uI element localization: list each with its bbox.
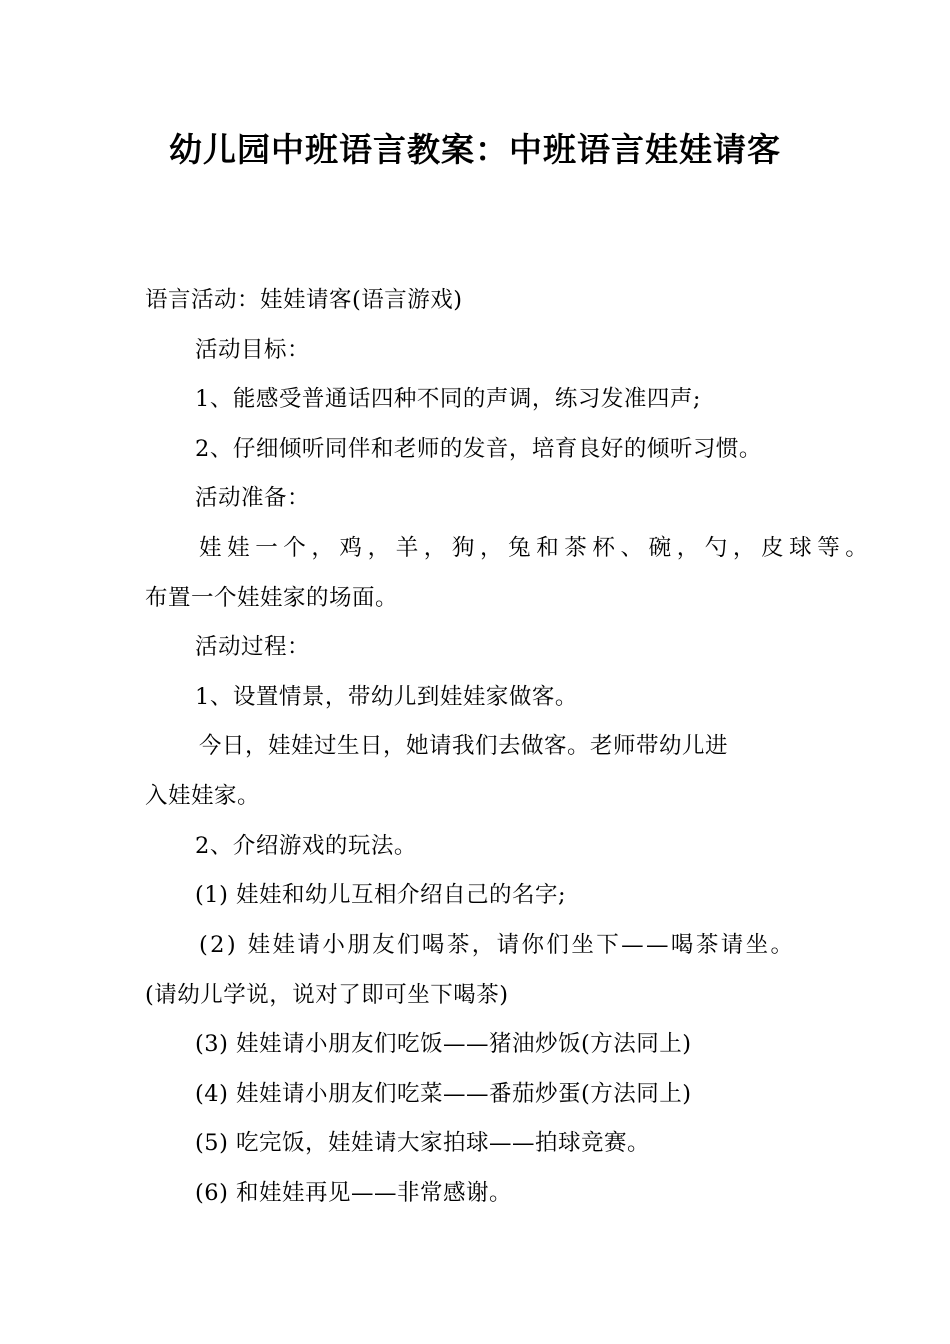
goal-item-1: 1、能感受普通话四种不同的声调，练习发准四声; [195,386,701,412]
game-item-2-line-1: (2) 娃娃请小朋友们喝茶，请你们坐下——喝茶请坐。 [199,932,796,958]
preparation-text-line-1: 娃娃一个，鸡，羊，狗，兔和茶杯、碗，勺，皮球等。 [199,535,874,561]
process-step-1-text-line-1: 今日，娃娃过生日，她请我们去做客。老师带幼儿进 [199,733,729,759]
process-step-1-text-line-2: 入娃娃家。 [145,783,261,809]
section-heading-process: 活动过程： [195,634,311,660]
document-title: 幼儿园中班语言教案：中班语言娃娃请客 [169,130,781,169]
game-item-6: (6) 和娃娃再见——非常感谢。 [195,1180,513,1206]
preparation-text-line-2: 布置一个娃娃家的场面。 [145,585,399,611]
process-step-2: 2、介绍游戏的玩法。 [195,833,417,859]
game-item-1: (1) 娃娃和幼儿互相介绍自己的名字; [195,882,567,908]
game-item-3: (3) 娃娃请小朋友们吃饭——猪油炒饭(方法同上) [195,1031,692,1057]
section-heading-preparation: 活动准备： [195,485,311,511]
game-item-2-line-2: (请幼儿学说，说对了即可坐下喝茶) [145,982,509,1008]
goal-item-2: 2、仔细倾听同伴和老师的发音，培育良好的倾听习惯。 [195,436,762,462]
activity-name: 语言活动：娃娃请客(语言游戏) [145,287,463,313]
game-item-4: (4) 娃娃请小朋友们吃菜——番茄炒蛋(方法同上) [195,1081,692,1107]
game-item-5: (5) 吃完饭，娃娃请大家拍球——拍球竞赛。 [195,1130,651,1156]
section-heading-goals: 活动目标： [195,337,311,363]
process-step-1: 1、设置情景，带幼儿到娃娃家做客。 [195,684,578,710]
